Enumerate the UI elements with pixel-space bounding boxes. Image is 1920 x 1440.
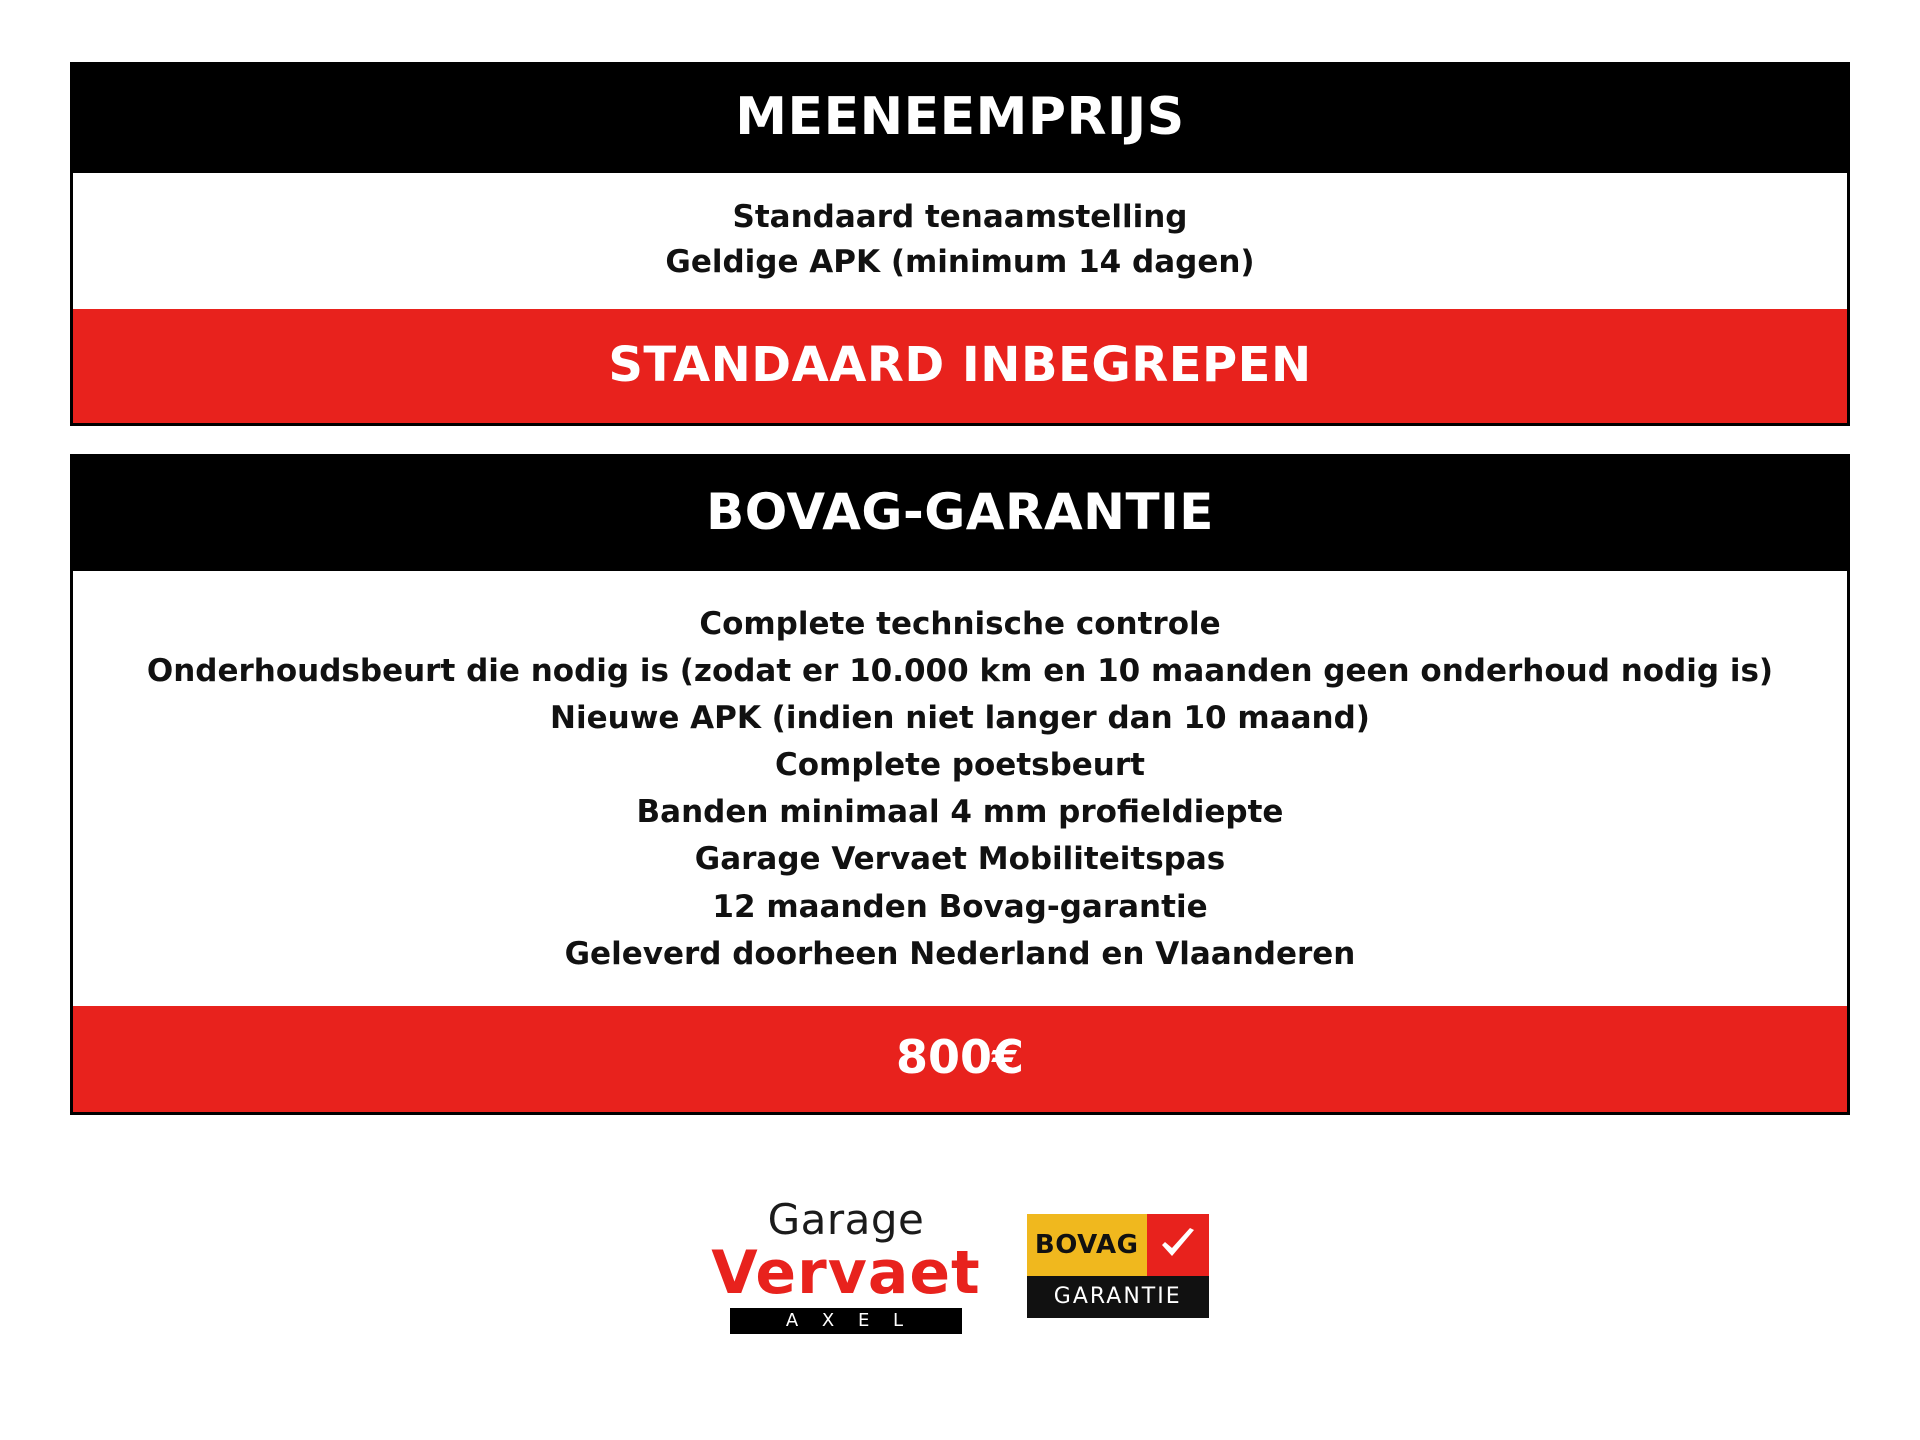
meeneemprijs-card [70, 62, 1850, 426]
meeneemprijs-line: Standaard tenaamstelling [732, 199, 1188, 235]
footer-logos [70, 1115, 1850, 1440]
standaard-inbegrepen-banner: STANDAARD INBEGREPEN [73, 309, 1847, 423]
bovag-garantie-card [70, 454, 1850, 1115]
bovag-garantie-title: BOVAG-GARANTIE [73, 457, 1847, 571]
price-banner: 800€ [73, 1006, 1847, 1112]
garage-vervaet-logo [711, 1194, 981, 1334]
bovag-garantie-list [73, 571, 1847, 1006]
bovag-list-item: Onderhoudsbeurt die nodig is (zodat er 10.000 km en 10 maanden geen onderhoud nodig is) [146, 652, 1774, 689]
bovag-list-item: Complete technische controle [699, 605, 1221, 642]
bovag-list-item: Garage Vervaet Mobiliteitspas [694, 841, 1226, 878]
meeneemprijs-line: Geldige APK (minimum 14 dagen) [665, 243, 1255, 280]
bovag-list-item: Geleverd doorheen Nederland en Vlaanderen [564, 935, 1356, 972]
axel-city-label: A X E L [730, 1308, 962, 1334]
bovag-list-item: 12 maanden Bovag-garantie [712, 888, 1208, 925]
garage-word: Garage [767, 1194, 925, 1244]
bovag-list-item: Complete poetsbeurt [774, 747, 1145, 784]
meeneemprijs-body [73, 173, 1847, 309]
bovag-garantie-logo [1027, 1214, 1209, 1318]
section-divider [70, 426, 1850, 454]
checkmark-icon [1147, 1214, 1209, 1276]
meeneemprijs-title: MEENEEMPRIJS [73, 65, 1847, 173]
bovag-word: BOVAG [1027, 1214, 1147, 1276]
bovag-garantie-subtitle: GARANTIE [1027, 1276, 1209, 1318]
bovag-list-item: Banden minimaal 4 mm profieldiepte [636, 794, 1284, 831]
vervaet-word: Vervaet [711, 1237, 981, 1308]
bovag-list-item: Nieuwe APK (indien niet langer dan 10 maand) [550, 700, 1370, 737]
bovag-logo-top [1027, 1214, 1209, 1276]
